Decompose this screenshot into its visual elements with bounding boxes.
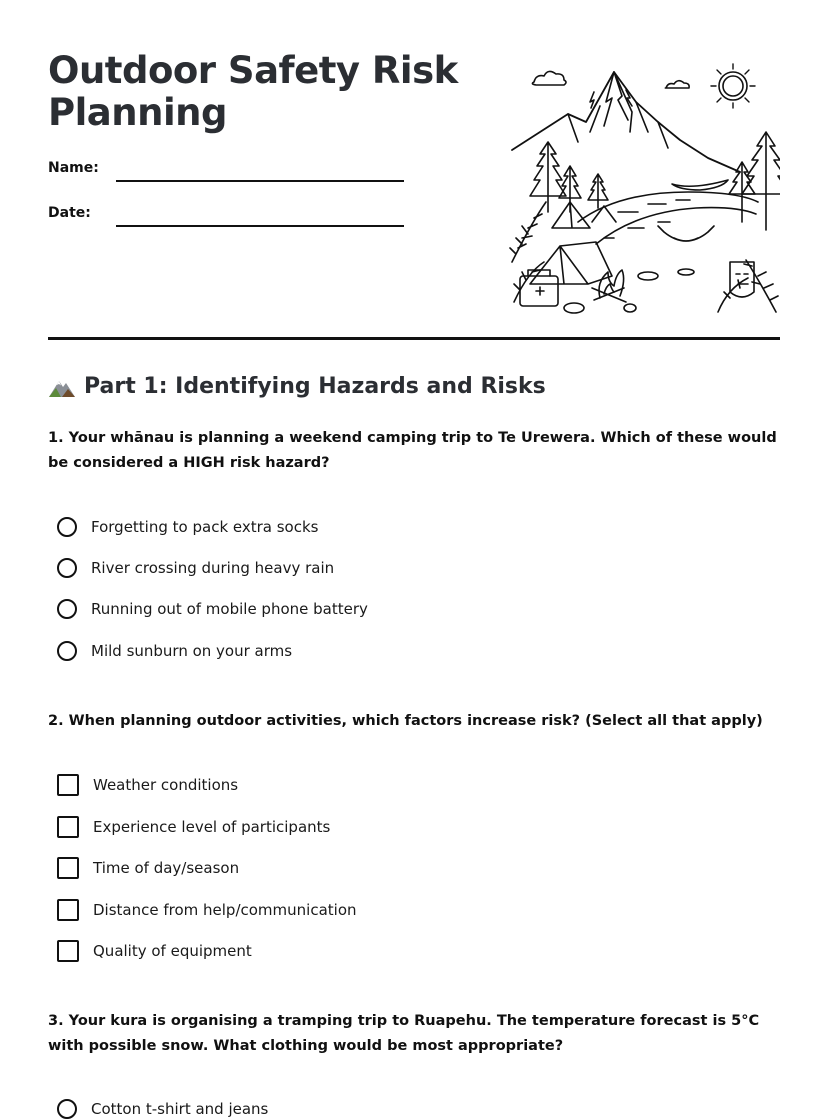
option-label: Mild sunburn on your arms	[91, 642, 293, 660]
name-field[interactable]	[116, 180, 404, 182]
date-label: Date:	[48, 205, 91, 221]
q1-option-1[interactable]	[57, 517, 318, 537]
mountain-icon	[48, 376, 76, 398]
question-2-text: 2. When planning outdoor activities, which factors increase risk? (Select all that apply)	[48, 713, 763, 729]
radio-button[interactable]	[57, 599, 77, 619]
checkbox[interactable]	[57, 857, 79, 879]
radio-button[interactable]	[57, 1099, 77, 1119]
camping-landscape-illustration	[508, 62, 780, 320]
checkbox[interactable]	[57, 774, 79, 796]
q1-option-3[interactable]	[57, 599, 368, 619]
option-label: Weather conditions	[93, 776, 239, 794]
q2-option-2[interactable]	[57, 816, 330, 838]
question-3-text: 3. Your kura is organising a tramping trip to Ruapehu. The temperature forecast is 5°C with possible snow. What clothing would be most appropriate?	[48, 1013, 760, 1054]
option-label: Quality of equipment	[93, 942, 252, 960]
option-label: Time of day/season	[93, 859, 240, 877]
name-label: Name:	[48, 160, 99, 176]
radio-button[interactable]	[57, 517, 77, 537]
q2-option-4[interactable]	[57, 899, 357, 921]
q2-option-5[interactable]	[57, 940, 252, 962]
option-label: River crossing during heavy rain	[91, 559, 335, 577]
section-divider	[48, 337, 780, 340]
q1-option-2[interactable]	[57, 558, 334, 578]
page-title: Outdoor Safety Risk Planning	[48, 49, 458, 134]
part1-heading-text: Part 1: Identifying Hazards and Risks	[84, 374, 546, 399]
option-label: Experience level of participants	[93, 818, 331, 836]
part1-heading	[48, 374, 546, 399]
q2-option-3[interactable]	[57, 857, 239, 879]
q1-option-4[interactable]	[57, 641, 292, 661]
checkbox[interactable]	[57, 816, 79, 838]
question-1-text: 1. Your whānau is planning a weekend camping trip to Te Urewera. Which of these would be considered a HIGH risk hazard?	[48, 430, 777, 471]
option-label: Distance from help/communication	[93, 901, 357, 919]
option-label: Cotton t-shirt and jeans	[91, 1100, 269, 1118]
date-field[interactable]	[116, 225, 404, 227]
q3-option-1[interactable]	[57, 1099, 268, 1119]
checkbox[interactable]	[57, 899, 79, 921]
option-label: Forgetting to pack extra socks	[91, 518, 319, 536]
q2-option-1[interactable]	[57, 774, 238, 796]
radio-button[interactable]	[57, 641, 77, 661]
option-label: Running out of mobile phone battery	[91, 600, 368, 618]
radio-button[interactable]	[57, 558, 77, 578]
checkbox[interactable]	[57, 940, 79, 962]
